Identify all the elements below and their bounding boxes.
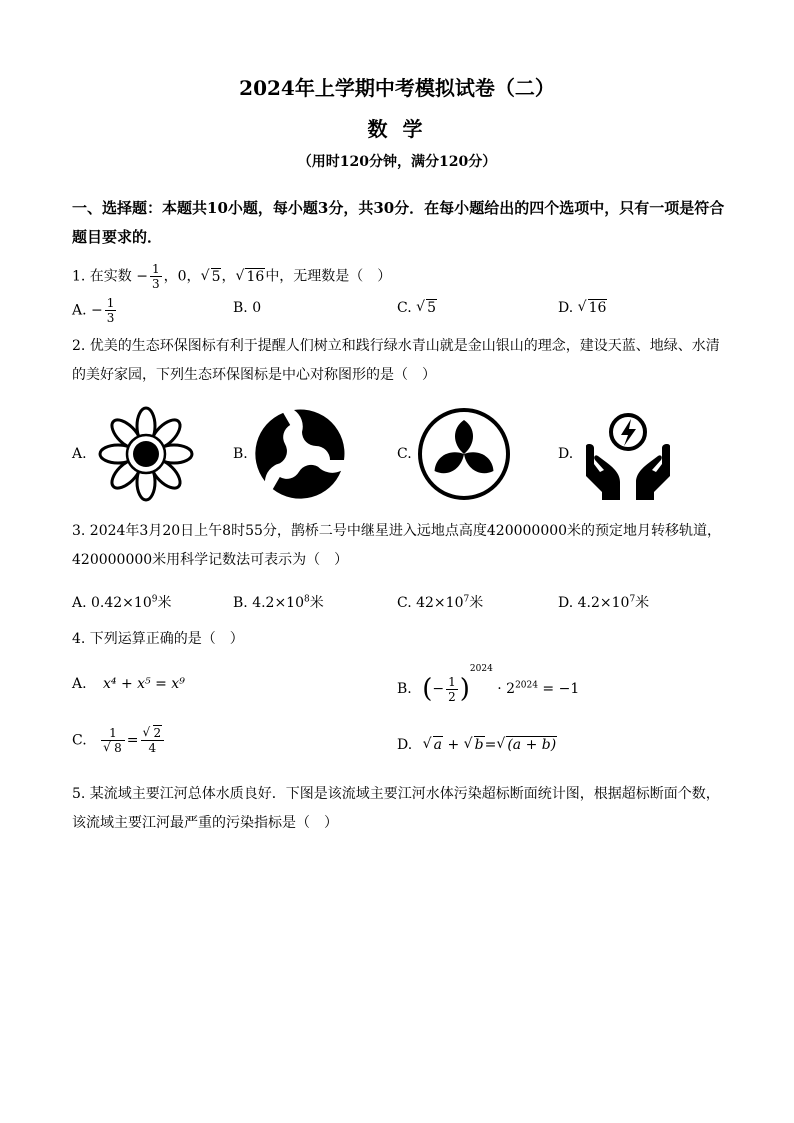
- q3-b-unit: 米: [309, 595, 324, 611]
- q2-option-d-label[interactable]: D.: [558, 446, 574, 462]
- exam-title: 2024年上学期中考模拟试卷（二）: [239, 76, 555, 100]
- q4-b-lparen: (: [422, 674, 433, 704]
- q4-a-expr: x⁴ + x⁵ = x⁹: [103, 676, 185, 692]
- q4-c-eq: =: [126, 732, 139, 749]
- q4-b-neg: −: [432, 681, 445, 697]
- q4-c-frac1: [101, 726, 125, 755]
- q1-suffix: 中，无理数是（ ）: [265, 268, 392, 285]
- three-leaf-circle-icon[interactable]: [416, 406, 512, 502]
- q4-b-num: 1: [448, 674, 456, 689]
- q1-d-rad: 16: [588, 300, 607, 316]
- q1-c-sqrt: [416, 300, 437, 316]
- q4-c-den-rad: 8: [114, 741, 122, 755]
- q2-option-a-label[interactable]: A.: [72, 446, 87, 462]
- q3-d-unit: 米: [635, 595, 650, 611]
- q1-option-a[interactable]: [72, 296, 118, 325]
- question-4: 4. 下列运算正确的是（ ）: [72, 631, 244, 647]
- q4-d-plus: +: [443, 737, 464, 753]
- q3-d-exp: 7: [629, 594, 636, 605]
- q3-c-text: C. 42×10: [397, 595, 464, 611]
- flower-icon[interactable]: [98, 406, 194, 502]
- question-3: 3. 2024年3月20日上午8时55分，鹊桥二号中继星进入远地点高度420000000米的预定地月转移轨道，420000000米用科学记数法可表示为（ ）: [72, 523, 722, 568]
- q1-fraction: [150, 262, 162, 291]
- q1-frac-num: 1: [152, 262, 160, 276]
- q3-d-text: D. 4.2×10: [558, 595, 630, 611]
- q1-sqrt5: [201, 269, 222, 285]
- q4-b-exp2: 2024: [515, 680, 538, 691]
- q4-c-num2-sqrt: [143, 726, 163, 740]
- q4-b-mid: · 2: [497, 681, 516, 697]
- question-5: 5. 某流域主要江河总体水质良好．下图是该流域主要江河水体污染超标断面统计图，根据超标断面个数，该流域主要江河最严重的污染指标是（ ）: [72, 786, 720, 831]
- q4-c-num2-rad: 2: [153, 726, 162, 740]
- q4-b-label: B.: [397, 681, 412, 697]
- q1-d-label: D.: [558, 300, 574, 316]
- q4-d-rad-ab: (a + b): [507, 737, 557, 753]
- q1-option-d[interactable]: [558, 300, 607, 316]
- q1-sep2: ，: [221, 268, 236, 285]
- q4-option-a[interactable]: [72, 676, 185, 692]
- subject-title: 数 学: [367, 117, 427, 141]
- q1-a-neg: −: [91, 302, 103, 319]
- q3-b-text: B. 4.2×10: [233, 595, 304, 611]
- swirl-icon[interactable]: [252, 406, 348, 502]
- q1-rad2: 16: [246, 268, 265, 285]
- q3-c-exp: 7: [463, 594, 470, 605]
- q4-b-exp: 2024: [469, 664, 493, 674]
- q4-d-rad-a: a: [433, 737, 442, 753]
- question-1: [72, 262, 391, 291]
- q1-a-den: 3: [106, 311, 115, 325]
- q4-option-c[interactable]: [72, 726, 166, 755]
- q3-option-a[interactable]: [72, 592, 171, 612]
- q2-option-c-label[interactable]: C.: [397, 446, 412, 462]
- q1-neg: −: [136, 268, 148, 285]
- q4-c-label: C.: [72, 732, 87, 749]
- q1-c-label: C.: [397, 300, 412, 316]
- q1-frac-den: 3: [152, 277, 160, 291]
- q4-b-frac: [446, 675, 458, 704]
- q1-a-frac: [105, 296, 117, 325]
- q4-d-sqrt-a: [423, 737, 443, 753]
- q1-sqrt16: [235, 269, 265, 285]
- q3-option-c[interactable]: [397, 592, 483, 612]
- q1-prefix: 1. 在实数: [72, 268, 132, 285]
- q4-c-den2: 4: [148, 741, 157, 755]
- q1-d-sqrt: [578, 300, 608, 316]
- question-2: 2. 优美的生态环保图标有利于提醒人们树立和践行绿水青山就是金山银山的理念，建设天蓝、地绿、水清的美好家园，下列生态环保图标是中心对称图形的是（ ）: [72, 338, 720, 383]
- q4-c-den-sqrt: [103, 741, 123, 755]
- q3-option-d[interactable]: [558, 592, 649, 612]
- q4-b-end: = −1: [537, 681, 580, 697]
- q4-c-frac2: [141, 726, 165, 755]
- q1-a-label: A.: [72, 302, 87, 319]
- q3-b-exp: 8: [304, 594, 310, 605]
- q1-c-rad: 5: [427, 300, 437, 316]
- q3-a-exp: 9: [151, 594, 158, 605]
- time-note: （用时120分钟，满分120分）: [297, 154, 497, 170]
- q4-d-sqrt-ab: [496, 737, 557, 753]
- q3-c-unit: 米: [469, 595, 484, 611]
- q1-a-num: 1: [106, 296, 115, 310]
- q4-b-den: 2: [448, 689, 456, 704]
- q3-option-b[interactable]: [233, 592, 324, 612]
- q1-rad1: 5: [211, 268, 221, 285]
- q2-option-b-label[interactable]: B.: [233, 446, 248, 462]
- q3-a-text: A. 0.42×10: [72, 595, 152, 611]
- section-heading: 一、选择题：本题共10小题，每小题3分，共30分．在每小题给出的四个选项中，只有一项是符合题目要求的．: [72, 199, 725, 246]
- q1-option-c[interactable]: [397, 300, 437, 316]
- q1-option-b[interactable]: B. 0: [233, 300, 262, 316]
- q4-c-num: 1: [101, 726, 125, 741]
- q4-a-label: A.: [72, 676, 87, 692]
- hands-lightning-icon[interactable]: [580, 406, 676, 502]
- q4-d-rad-b: b: [474, 737, 484, 753]
- q4-option-b[interactable]: [397, 664, 579, 704]
- q1-sep1: ，0，: [163, 268, 201, 285]
- q4-d-label: D.: [397, 737, 413, 753]
- q4-option-d[interactable]: [397, 737, 557, 753]
- q3-a-unit: 米: [157, 595, 172, 611]
- q4-d-eq: =: [484, 737, 497, 753]
- q4-d-sqrt-b: [464, 737, 485, 753]
- q4-b-rparen: ): [459, 674, 470, 704]
